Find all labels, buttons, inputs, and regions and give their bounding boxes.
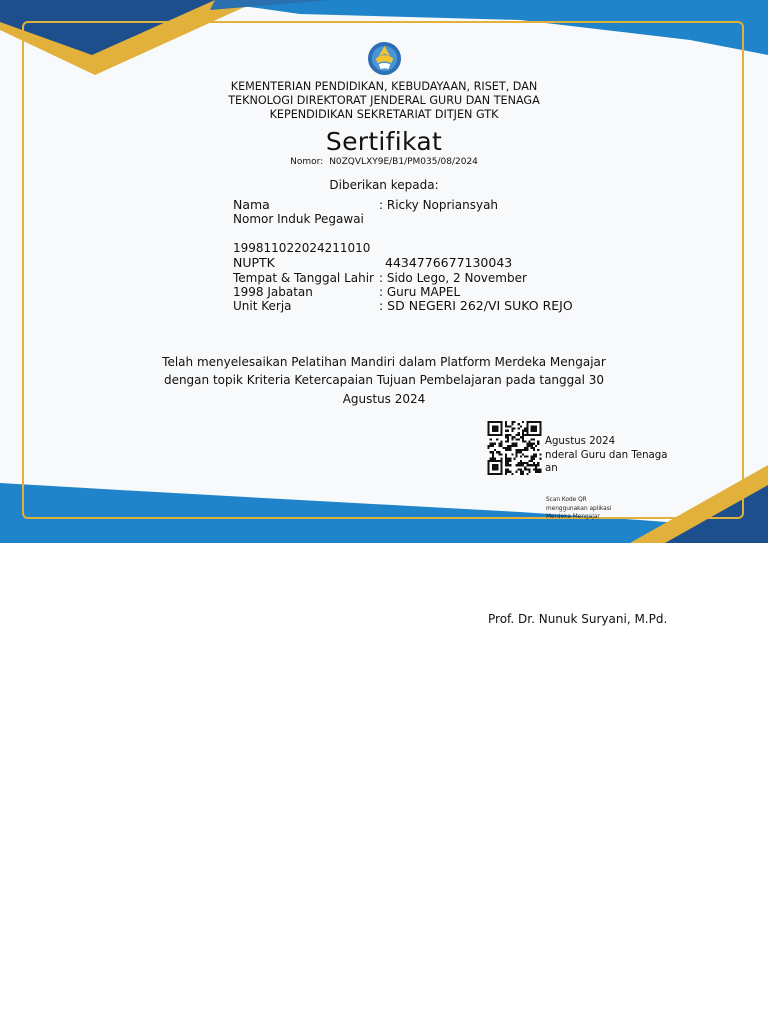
- ttl-year-jabatan-label: 1998 Jabatan: [233, 285, 313, 299]
- ttl-label: Tempat & Tanggal Lahir: [233, 271, 374, 285]
- certificate-title: Sertifikat: [325, 127, 443, 156]
- certificate-number: [200, 157, 568, 167]
- tut-wuri-handayani-logo: [367, 41, 402, 76]
- signer-name: Prof. Dr. Nunuk Suryani, M.Pd.: [488, 612, 668, 626]
- scan-note-line-2: menggunakan aplikasi: [546, 505, 612, 512]
- scan-qr-note: [546, 496, 626, 522]
- nama-value: : Ricky Nopriansyah: [379, 198, 499, 212]
- scan-note-line-1: Scan Kode QR: [546, 497, 587, 503]
- qr-code-icon: [487, 421, 542, 475]
- nip-label: Nomor Induk Pegawai: [233, 212, 364, 226]
- signature-title-line-2: an: [545, 463, 558, 474]
- nuptk-value: 4434776677130043: [385, 255, 513, 270]
- nomor-value: N0ZQVLXY9E/B1/PM035/08/2024: [329, 157, 478, 167]
- jabatan-value: : Guru MAPEL: [379, 285, 461, 299]
- ttl-value: : Sido Lego, 2 November: [379, 271, 527, 285]
- ministry-heading: KEMENTERIAN PENDIDIKAN, KEBUDAYAAN, RISET, DAN TEKNOLOGI DIREKTORAT JENDERAL GURU DAN TENAGA KEPENDIDIKAN SEKRETARIAT DITJEN GTK: [228, 80, 540, 122]
- unit-kerja-label: Unit Kerja: [233, 299, 292, 313]
- unit-kerja-value: : SD NEGERI 262/VI SUKO REJO: [379, 298, 573, 313]
- given-to-label: Diberikan kepada:: [329, 178, 439, 192]
- signature-date: Agustus 2024: [545, 436, 616, 447]
- signature-title-line-1: nderal Guru dan Tenaga: [545, 450, 668, 461]
- scan-note-line-3: Merdeka Mengajar: [546, 514, 600, 521]
- completion-statement: Telah menyelesaikan Pelatihan Mandiri dalam Platform Merdeka Mengajar dengan topik Kriteria Ketercapaian Tujuan Pembelajaran pada tanggal 30 Agustus 2024: [162, 355, 606, 406]
- nip-value: 199811022024211010: [233, 241, 371, 255]
- nomor-label: Nomor:: [290, 157, 324, 167]
- nama-label: Nama: [233, 197, 270, 212]
- nuptk-label: NUPTK: [233, 255, 275, 270]
